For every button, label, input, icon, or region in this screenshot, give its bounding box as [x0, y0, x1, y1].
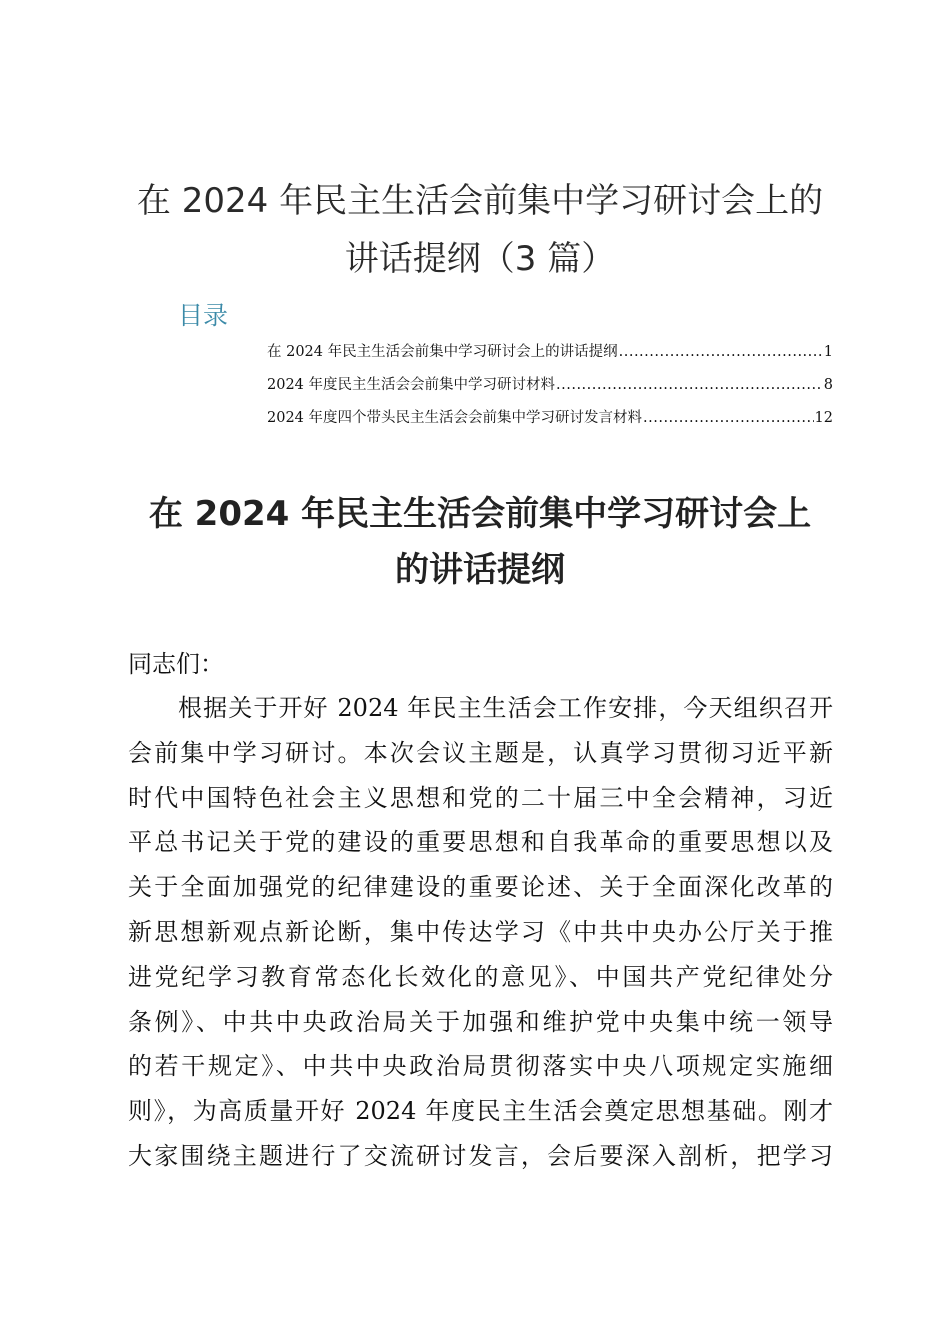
- article-title-line-2: 的讲话提纲: [395, 550, 565, 590]
- toc-dot-leader: [556, 377, 823, 393]
- toc-entry-text: 2024 年度民主生活会会前集中学习研讨材料: [267, 377, 556, 393]
- body-line: 条例》、中共中央政治局关于加强和维护党中央集中统一领导: [128, 1007, 833, 1036]
- toc-entry-2[interactable]: [267, 373, 833, 406]
- toc-dot-leader: [643, 410, 814, 426]
- article-title: [110, 486, 850, 598]
- toc-entry-page: 8: [823, 377, 833, 393]
- body-line: 的若干规定》、中共中央政治局贯彻落实中央八项规定实施细: [128, 1052, 833, 1081]
- body-line: 关于全面加强党的纪律建设的重要论述、关于全面深化改革的: [128, 873, 833, 902]
- body-paragraph: [128, 686, 833, 1179]
- toc-dot-leader: [619, 344, 823, 360]
- toc-entry-text: 2024 年度四个带头民主生活会会前集中学习研讨发言材料: [267, 410, 643, 426]
- body-line: 新思想新观点新论断，集中传达学习《中共中央办公厅关于推: [128, 917, 833, 946]
- body-line: 根据关于开好 2024 年民主生活会工作安排，今天组织召开: [178, 694, 833, 722]
- table-of-contents: [267, 340, 833, 439]
- body-line: 时代中国特色社会主义思想和党的二十届三中全会精神，习近: [128, 783, 833, 812]
- toc-heading: 目录: [178, 301, 229, 330]
- body-line: 平总书记关于党的建设的重要思想和自我革命的重要思想以及: [128, 828, 833, 857]
- toc-entry-page: 12: [814, 410, 833, 426]
- article-title-line-1: 在 2024 年民主生活会前集中学习研讨会上: [148, 494, 812, 534]
- cover-title-line-1: 在 2024 年民主生活会前集中学习研讨会上的: [136, 181, 824, 221]
- body-line: 进党纪学习教育常态化长效化的意见》、中国共产党纪律处分: [128, 962, 833, 991]
- body-line: 则》，为高质量开好 2024 年度民主生活会奠定思想基础。刚才: [128, 1097, 833, 1126]
- cover-title-line-2: 讲话提纲（3 篇）: [344, 239, 616, 279]
- toc-entry-3[interactable]: [267, 406, 833, 439]
- body-line: 会前集中学习研讨。本次会议主题是，认真学习贯彻习近平新: [128, 738, 833, 767]
- toc-entry-1[interactable]: [267, 340, 833, 373]
- toc-entry-text: 在 2024 年民主生活会前集中学习研讨会上的讲话提纲: [267, 344, 618, 360]
- body-line: 大家围绕主题进行了交流研讨发言，会后要深入剖析，把学习: [128, 1141, 833, 1170]
- toc-entry-page: 1: [823, 344, 833, 360]
- salutation: 同志们：: [128, 650, 224, 678]
- cover-title: [110, 172, 850, 288]
